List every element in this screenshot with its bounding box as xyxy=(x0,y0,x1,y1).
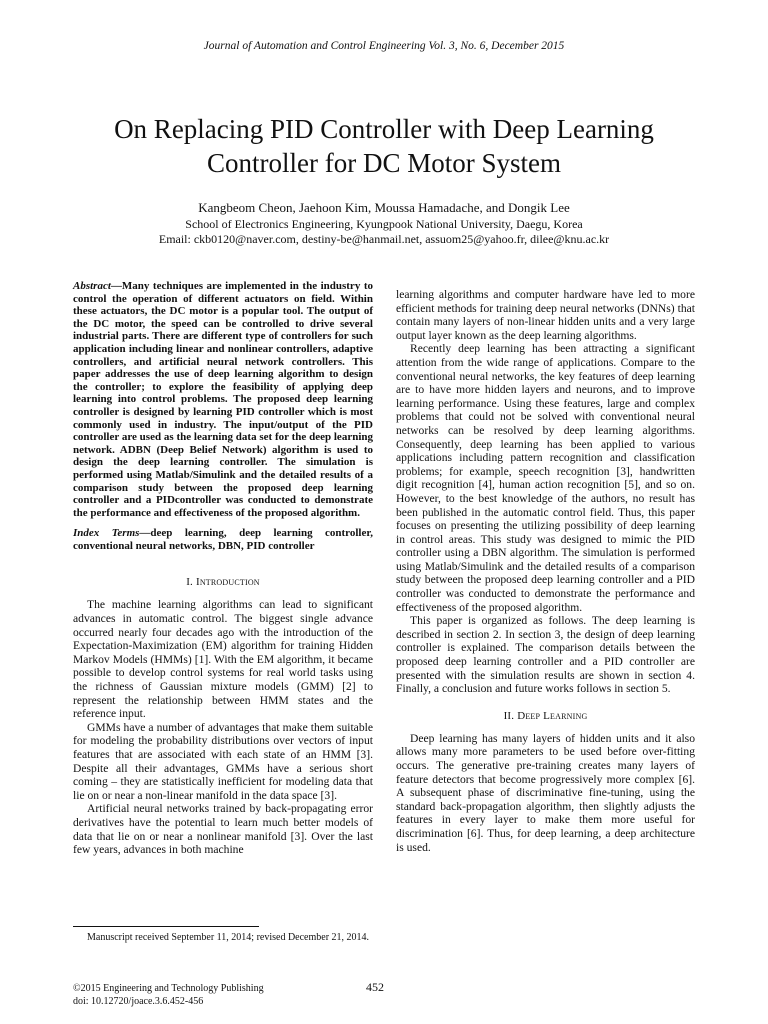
index-terms-label: Index Terms xyxy=(73,527,140,540)
abstract-label: Abstract xyxy=(73,280,111,292)
title-line-2: Controller for DC Motor System xyxy=(207,148,561,178)
intro-paragraph-3: Artificial neural networks trained by back-propagating error derivatives have the potential to learn much better models of data that lie on or near a nonlinear manifold [3]. Over the last few years, advances in both machine xyxy=(73,802,373,857)
right-column xyxy=(396,288,695,854)
intro-paragraph-1: The machine learning algorithms can lead to significant advances in automatic control. The biggest single advance occurred nearly four decades ago with the introduction of the Expectation-Maximization (EM) algorithm for training Hidden Markov Models (HMMs) [1]. With the EM algorithm, it became possible to develop control systems for real world tasks using the richness of Gaussian mixture models (GMM) [2] to represent the relationship between HMM states and the reference input. xyxy=(73,598,373,721)
left-column xyxy=(73,280,373,857)
title-line-1: On Replacing PID Controller with Deep Learning xyxy=(114,114,654,144)
author-list: Kangbeom Cheon, Jaehoon Kim, Moussa Hamadache, and Dongik Lee xyxy=(198,200,570,215)
journal-header: Journal of Automation and Control Engineering Vol. 3, No. 6, December 2015 xyxy=(203,40,565,52)
intro-paragraph-2: GMMs have a number of advantages that make them suitable for modeling the probability distributions over vectors of input features that are associated with each state of an HMM [3]. Despite all their advantages, GMMs have a serious short coming – they are statistically inefficient for modeling data that lie on or near a non-linear manifold in the data space [3]. xyxy=(73,720,373,802)
copyright-notice: ©2015 Engineering and Technology Publishing xyxy=(73,983,264,994)
footnote: Manuscript received September 11, 2014; revised December 21, 2014. xyxy=(87,932,370,943)
right-paragraph-2: Recently deep learning has been attracting a significant attention from the wide range of applications. Compare to the conventional neural networks, the key features of deep learning are to have more hidden layers and neurons, and to improve learning performance. Using these features, large and complex problems that could not be solved with conventional neural networks can be resolved by deep learning algorithms. Consequently, deep learning has been applied to various applications including pattern recognition and classification problems; for example, speech recognition [3], handwritten digit recognition [4], human action recognition [5], and so on. However, to the best knowledge of the authors, no result has been published in the automatic control field. Thus, this paper focuses on presenting the utilizing possibility of deep learning in control areas. This study was designed to mimic the PID controller using a DBN algorithm. The simulation is performed using Matlab/Simulink and the detailed results of a comparison study between the proposed deep learning controller and a PID controller was conducted to demonstrate the performance and effectiveness of the proposed algorithm. xyxy=(396,342,695,614)
index-terms xyxy=(73,527,373,552)
right-paragraph-1: learning algorithms and computer hardware have led to more efficient methods for training deep neural networks (DNNs) that contain many layers of non-linear hidden units and a very large output layer known as the deep learning algorithms. xyxy=(396,288,695,342)
index-terms-text: —deep learning, deep learning controller, conventional neural networks, DBN, PID controller xyxy=(73,527,373,552)
section-heading-introduction: I. Introduction xyxy=(186,576,260,589)
section-heading-deep-learning: II. Deep Learning xyxy=(503,709,588,722)
affiliation: School of Electronics Engineering, Kyungpook National University, Daegu, Korea xyxy=(185,217,583,231)
doi-link[interactable]: doi: 10.12720/joace.3.6.452-456 xyxy=(73,996,204,1007)
paper-title xyxy=(40,112,728,180)
page-number: 452 xyxy=(366,980,384,994)
author-emails: Email: ckb0120@naver.com, destiny-be@hanmail.net, assuom25@yahoo.fr, dilee@knu.ac.kr xyxy=(158,232,610,246)
abstract xyxy=(73,280,373,519)
abstract-text: —Many techniques are implemented in the industry to control the operation of different actuators on field. Within these actuators, the DC motor is a popular tool. The output of the DC motor, the speed can be controlled to drive several industrial parts. There are different type of controllers for such application including linear and nonlinear controllers, adaptive controllers, and artificial neural network controllers. This paper addresses the use of deep learning algorithm to design the controller; to explore the feasibility of applying deep learning into control problems. The proposed deep learning controller is designed by learning PID controller which is most commonly used in industry. The input/output of the PID controller are used as the learning data set for the deep learning network. ADBN (Deep Belief Network) algorithm is used to design the deep learning controller. The simulation is performed using Matlab/Simulink and the detailed results of a comparison study between the proposed deep learning controller and a PIDcontroller was conducted to demonstrate the performance and effectiveness of the proposed algorithm. xyxy=(73,280,373,519)
right-paragraph-3: This paper is organized as follows. The deep learning is described in section 2. In section 3, the design of deep learning controller is explained. The comparison details between the proposed deep learning controller and a PID controller are presented with the simulation results are shown in section 4. Finally, a conclusion and future works follows in section 5. xyxy=(396,614,695,696)
deep-learning-paragraph-1: Deep learning has many layers of hidden units and it also allows many more parameters to be used before over-fitting occurs. The generative pre-training creates many layers of feature detectors that become progressively more complex [6]. A subsequent phase of discriminative fine-tuning, using the standard back-propagation algorithm, then slightly adjusts the features in every layer to make them more useful for discrimination [6]. Thus, for deep learning, a deep architecture is used. xyxy=(396,731,695,854)
footnote-divider xyxy=(73,926,259,927)
